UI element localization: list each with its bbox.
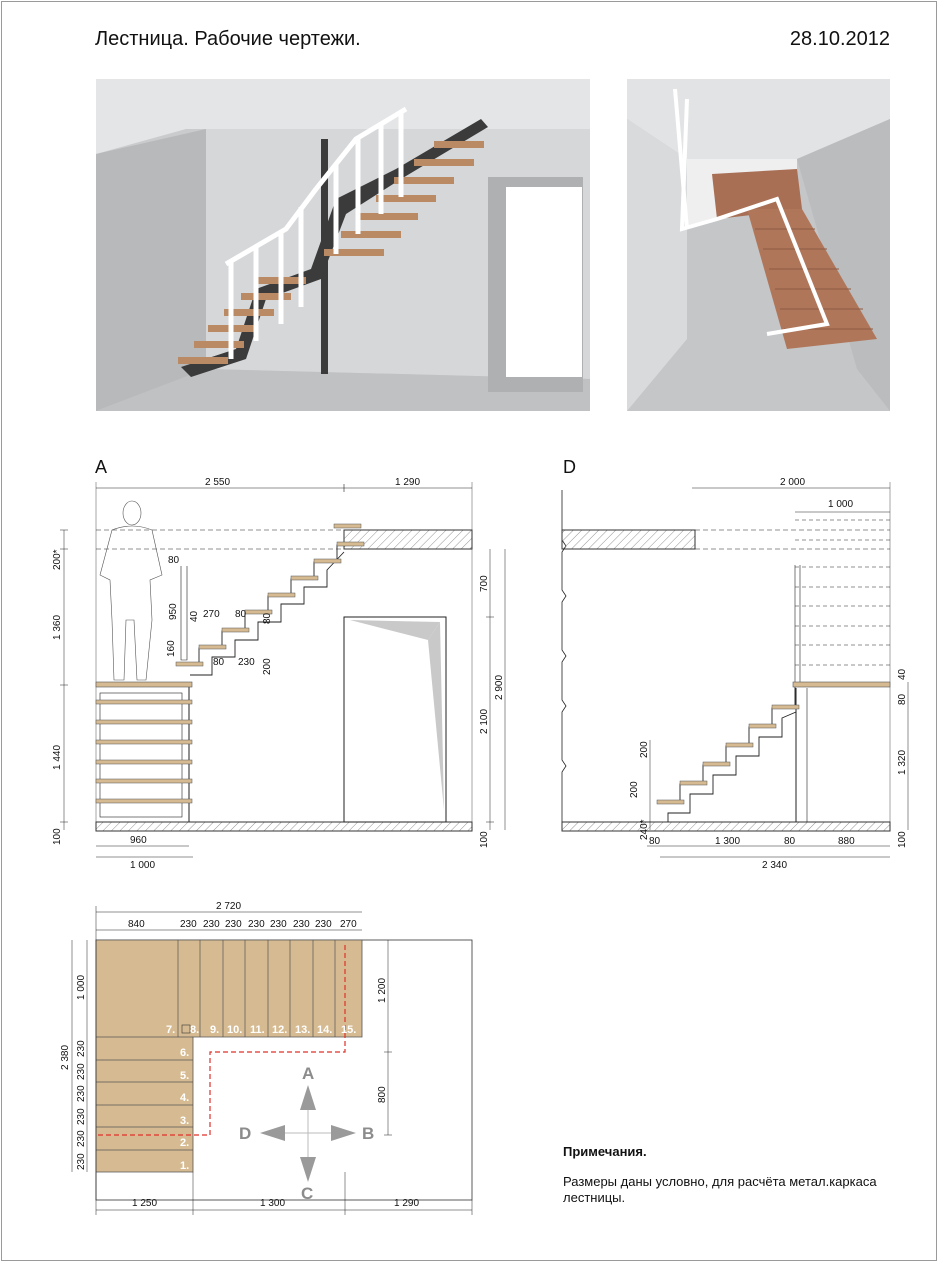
step-number-12: 12.: [272, 1024, 288, 1036]
dim-d-top-1: 2 000: [780, 477, 806, 488]
section-a-label: A: [95, 457, 108, 477]
dim-plan-top-1: 840: [128, 919, 145, 930]
step-number-1: 1.: [180, 1160, 190, 1172]
human-figure: [100, 501, 162, 680]
step-number-4: 4.: [180, 1092, 190, 1104]
section-d-drawing: [562, 482, 908, 857]
dim-a-inner-80: 80: [168, 555, 180, 566]
step-number-15: 15.: [341, 1024, 357, 1036]
compass-label-a: A: [302, 1064, 315, 1083]
compass-label-b: B: [362, 1124, 375, 1143]
dim-plan-top-7: 230: [293, 919, 310, 930]
dim-a-left-2: 1 360: [52, 614, 63, 640]
section-d-treads: [657, 682, 890, 804]
dim-a-bottom-1: 960: [130, 835, 147, 846]
dim-plan-top-8: 230: [315, 919, 332, 930]
dim-plan-left-top: 1 000: [76, 974, 87, 1000]
dim-d-bottom-1: 80: [649, 836, 661, 847]
dim-plan-top-3: 230: [203, 919, 220, 930]
step-number-6: 6.: [180, 1047, 190, 1059]
dim-a-inner-160: 160: [166, 640, 177, 657]
dim-a-right-4: 100: [479, 831, 490, 848]
step-number-9: 9.: [210, 1024, 220, 1036]
dim-plan-right-2: 800: [377, 1086, 388, 1103]
notes-heading: Примечания.: [563, 1144, 647, 1159]
arrow-down-icon: [300, 1157, 316, 1182]
step-number-7: 7.: [166, 1024, 176, 1036]
dim-d-bottom-4: 880: [838, 836, 855, 847]
dim-d-bottom-5: 2 340: [762, 860, 788, 871]
dim-plan-top-6: 230: [270, 919, 287, 930]
dim-a-top-1: 2 550: [205, 477, 231, 488]
section-d-label: D: [563, 457, 576, 477]
dim-plan-top-4: 230: [225, 919, 242, 930]
step-number-13: 13.: [295, 1024, 311, 1036]
dim-a-left-3: 1 440: [52, 744, 63, 770]
dim-a-left-4: 100: [52, 828, 63, 845]
compass-label-c: C: [301, 1184, 314, 1203]
step-number-5: 5.: [180, 1070, 190, 1082]
dim-a-inner-230: 230: [238, 657, 255, 668]
dim-a-inner-270: 270: [203, 609, 220, 620]
dim-a-bottom-2: 1 000: [130, 860, 156, 871]
dim-d-right-4: 100: [897, 831, 908, 848]
compass-rose: [239, 1064, 374, 1203]
dim-plan-bottom-3: 1 290: [394, 1198, 420, 1209]
dim-d-top-2: 1 000: [828, 499, 854, 510]
sheet-title: Лестница. Рабочие чертежи.: [95, 28, 361, 50]
step-number-10: 10.: [227, 1024, 243, 1036]
dim-plan-right-1: 1 200: [377, 977, 388, 1003]
dim-a-inner-40: 40: [189, 610, 200, 622]
dim-d-right-3: 1 320: [897, 749, 908, 775]
dim-plan-left-1: 230: [76, 1040, 87, 1057]
step-number-8: 8.: [190, 1024, 200, 1036]
dim-plan-left-3: 230: [76, 1085, 87, 1102]
dim-d-right-2: 80: [897, 693, 908, 705]
dim-a-inner-80d: 80: [213, 657, 225, 668]
sheet-date: 28.10.2012: [789, 28, 890, 50]
notes-text: Размеры даны условно, для расчёта метал.каркаса лестницы.: [563, 1174, 877, 1205]
plan-step-numbers: [166, 1024, 356, 1172]
dim-plan-left-2: 230: [76, 1063, 87, 1080]
dim-d-left-1: 200: [639, 741, 650, 758]
dim-a-inner-80c: 80: [262, 612, 273, 624]
dim-plan-top-9: 270: [340, 919, 357, 930]
dim-a-top-2: 1 290: [395, 477, 421, 488]
dim-a-right-3: 2 900: [494, 674, 505, 700]
dim-plan-top-2: 230: [180, 919, 197, 930]
dim-a-right-1: 700: [479, 575, 490, 592]
arrow-left-icon: [260, 1125, 285, 1141]
step-number-3: 3.: [180, 1115, 190, 1127]
dim-d-left-3: 240*: [639, 819, 650, 840]
dim-plan-bottom-1: 1 250: [132, 1198, 158, 1209]
step-number-11: 11.: [250, 1024, 265, 1036]
dim-a-inner-950: 950: [168, 603, 179, 620]
dim-d-bottom-2: 1 300: [715, 836, 741, 847]
arrow-up-icon: [300, 1085, 316, 1110]
dim-plan-bottom-2: 1 300: [260, 1198, 286, 1209]
dim-a-inner-80b: 80: [235, 609, 247, 620]
arrow-right-icon: [331, 1125, 356, 1141]
dim-plan-left-5: 230: [76, 1130, 87, 1147]
dim-plan-top-5: 230: [248, 919, 265, 930]
dim-plan-left-total: 2 380: [60, 1044, 71, 1070]
notes-block: [563, 1144, 893, 1206]
step-number-14: 14.: [317, 1024, 333, 1036]
step-number-2: 2.: [180, 1137, 190, 1149]
dim-d-left-2: 200: [629, 781, 640, 798]
dim-plan-left-4: 230: [76, 1108, 87, 1125]
dim-d-bottom-3: 80: [784, 836, 796, 847]
dim-a-right-2: 2 100: [479, 708, 490, 734]
compass-label-d: D: [239, 1124, 252, 1143]
dim-a-left-1: 200*: [52, 549, 63, 570]
dim-a-inner-200: 200: [262, 658, 273, 675]
plan-drawing: [72, 906, 472, 1215]
dim-plan-top-total: 2 720: [216, 901, 242, 912]
dim-plan-left-6: 230: [76, 1153, 87, 1170]
dim-d-right-1: 40: [897, 668, 908, 680]
